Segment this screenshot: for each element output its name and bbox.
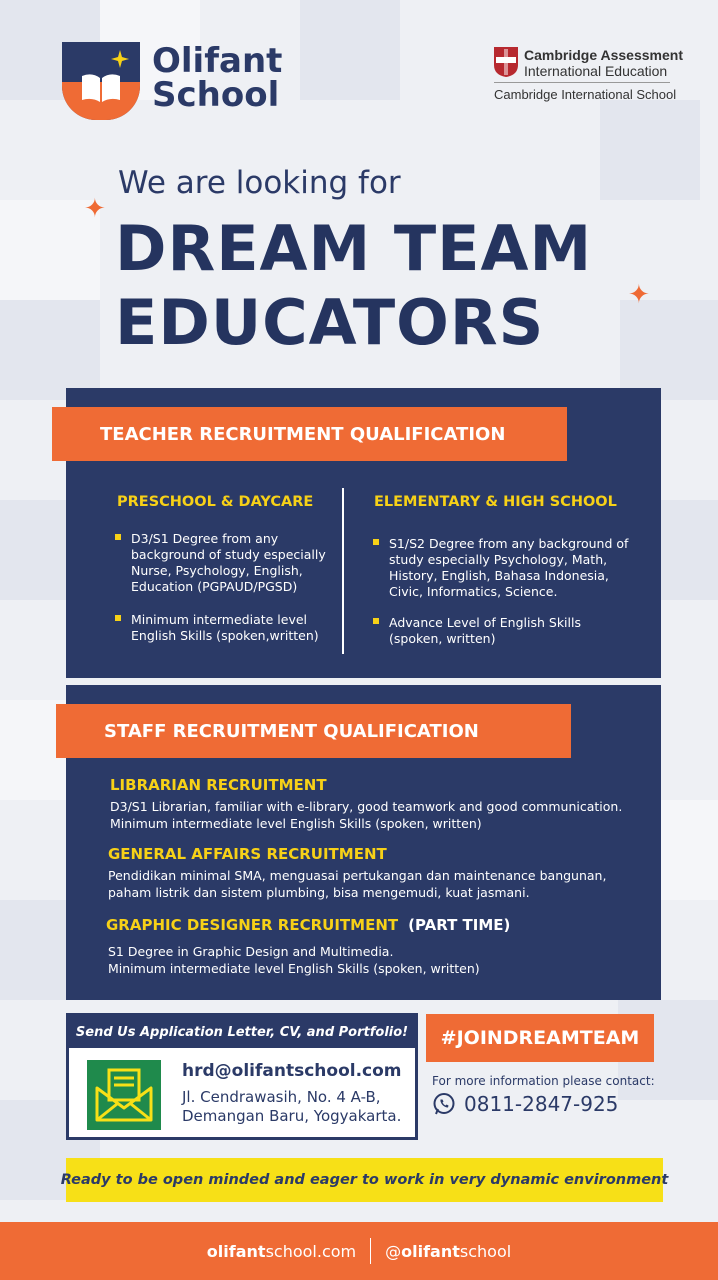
social-rest: school bbox=[459, 1241, 512, 1261]
email-link[interactable]: hrd@olifantschool.com bbox=[182, 1061, 402, 1081]
graphic-designer-desc-line2: Minimum intermediate level English Skills (spoken, written) bbox=[108, 961, 480, 976]
bullet-icon bbox=[373, 618, 379, 624]
graphic-designer-title-text: GRAPHIC DESIGNER RECRUITMENT bbox=[106, 916, 399, 934]
staff-section-title: STAFF RECRUITMENT QUALIFICATION bbox=[56, 704, 571, 758]
cambridge-shield-icon bbox=[494, 47, 518, 77]
sparkle-icon: ✦ bbox=[628, 280, 650, 310]
bullet-icon bbox=[115, 534, 121, 540]
librarian-desc-line1: D3/S1 Librarian, familiar with e-library, good teamwork and good communication. bbox=[110, 799, 623, 814]
librarian-desc-line2: Minimum intermediate level English Skills (spoken, written) bbox=[110, 816, 482, 831]
elementary-item bbox=[389, 615, 609, 647]
website-link[interactable] bbox=[207, 1242, 356, 1261]
phone-number[interactable]: 0811-2847-925 bbox=[464, 1092, 619, 1116]
application-heading: Send Us Application Letter, CV, and Portfolio! bbox=[69, 1016, 415, 1048]
partner-name-line1: Cambridge Assessment bbox=[524, 47, 683, 63]
partner-name-line2: International Education bbox=[524, 63, 668, 79]
address-line1: Jl. Cendrawasih, No. 4 A-B, bbox=[182, 1088, 381, 1106]
address-line2: Demangan Baru, Yogyakarta. bbox=[182, 1107, 402, 1125]
footer-divider bbox=[370, 1238, 371, 1264]
preschool-item bbox=[131, 612, 331, 644]
graphic-designer-desc bbox=[108, 943, 480, 977]
headline-line1: DREAM TEAM bbox=[115, 212, 593, 285]
elementary-item-text: S1/S2 Degree from any background of study especially Psychology, Math, History, English, Bahasa Indonesia, Civic, Informatics, Science. bbox=[389, 536, 629, 599]
librarian-title: LIBRARIAN RECRUITMENT bbox=[110, 776, 327, 794]
partner-divider bbox=[494, 82, 670, 83]
graphic-designer-title bbox=[106, 916, 510, 934]
preschool-title: PRESCHOOL & DAYCARE bbox=[117, 494, 314, 510]
website-rest: school.com bbox=[265, 1241, 357, 1261]
partner-subtitle: Cambridge International School bbox=[494, 87, 677, 102]
general-affairs-title: GENERAL AFFAIRS RECRUITMENT bbox=[108, 845, 387, 863]
preschool-item-text: D3/S1 Degree from any background of study especially Nurse, Psychology, English, Education (PGPAUD/PGSD) bbox=[131, 531, 326, 594]
olifant-logo-icon bbox=[62, 42, 140, 120]
social-bold: olifant bbox=[401, 1241, 460, 1261]
part-time-note: (PART TIME) bbox=[408, 916, 511, 934]
social-at: @ bbox=[385, 1241, 402, 1261]
phone-row[interactable] bbox=[432, 1092, 618, 1116]
brand-name-line2: School bbox=[152, 75, 280, 115]
elementary-title: ELEMENTARY & HIGH SCHOOL bbox=[374, 494, 617, 510]
address bbox=[182, 1088, 401, 1126]
general-affairs-desc-line2: paham listrik dan sistem plumbing, bisa mengemudi, kuat jasmani. bbox=[108, 885, 530, 900]
application-box bbox=[66, 1013, 418, 1140]
teacher-section-title: TEACHER RECRUITMENT QUALIFICATION bbox=[52, 407, 567, 461]
tagline-banner: Ready to be open minded and eager to work in very dynamic environment bbox=[66, 1158, 663, 1202]
elementary-item bbox=[389, 536, 629, 600]
headline-line2: EDUCATORS bbox=[115, 286, 545, 359]
graphic-designer-desc-line1: S1 Degree in Graphic Design and Multimedia. bbox=[108, 944, 394, 959]
general-affairs-desc-line1: Pendidikan minimal SMA, menguasai pertukangan dan maintenance bangunan, bbox=[108, 868, 607, 883]
contact-label: For more information please contact: bbox=[432, 1074, 655, 1088]
column-divider bbox=[342, 488, 344, 654]
website-bold: olifant bbox=[206, 1241, 266, 1261]
whatsapp-icon bbox=[432, 1092, 456, 1116]
social-handle[interactable] bbox=[385, 1242, 511, 1261]
preschool-item bbox=[131, 531, 331, 595]
general-affairs-desc bbox=[108, 867, 606, 901]
brand-name-line1: Olifant bbox=[152, 41, 283, 81]
headline bbox=[115, 212, 592, 360]
header bbox=[0, 0, 718, 140]
librarian-desc bbox=[110, 798, 622, 832]
preschool-item-text: Minimum intermediate level English Skills (spoken,written) bbox=[131, 612, 319, 643]
elementary-item-text: Advance Level of English Skills (spoken, written) bbox=[389, 615, 581, 646]
sparkle-icon: ✦ bbox=[84, 194, 106, 224]
bullet-icon bbox=[115, 615, 121, 621]
bullet-icon bbox=[373, 539, 379, 545]
envelope-letter-icon bbox=[87, 1060, 161, 1130]
brand-name bbox=[152, 41, 283, 115]
footer bbox=[0, 1222, 718, 1280]
intro-text: We are looking for bbox=[118, 165, 401, 201]
hashtag-badge: #JOINDREAMTEAM bbox=[426, 1014, 654, 1062]
